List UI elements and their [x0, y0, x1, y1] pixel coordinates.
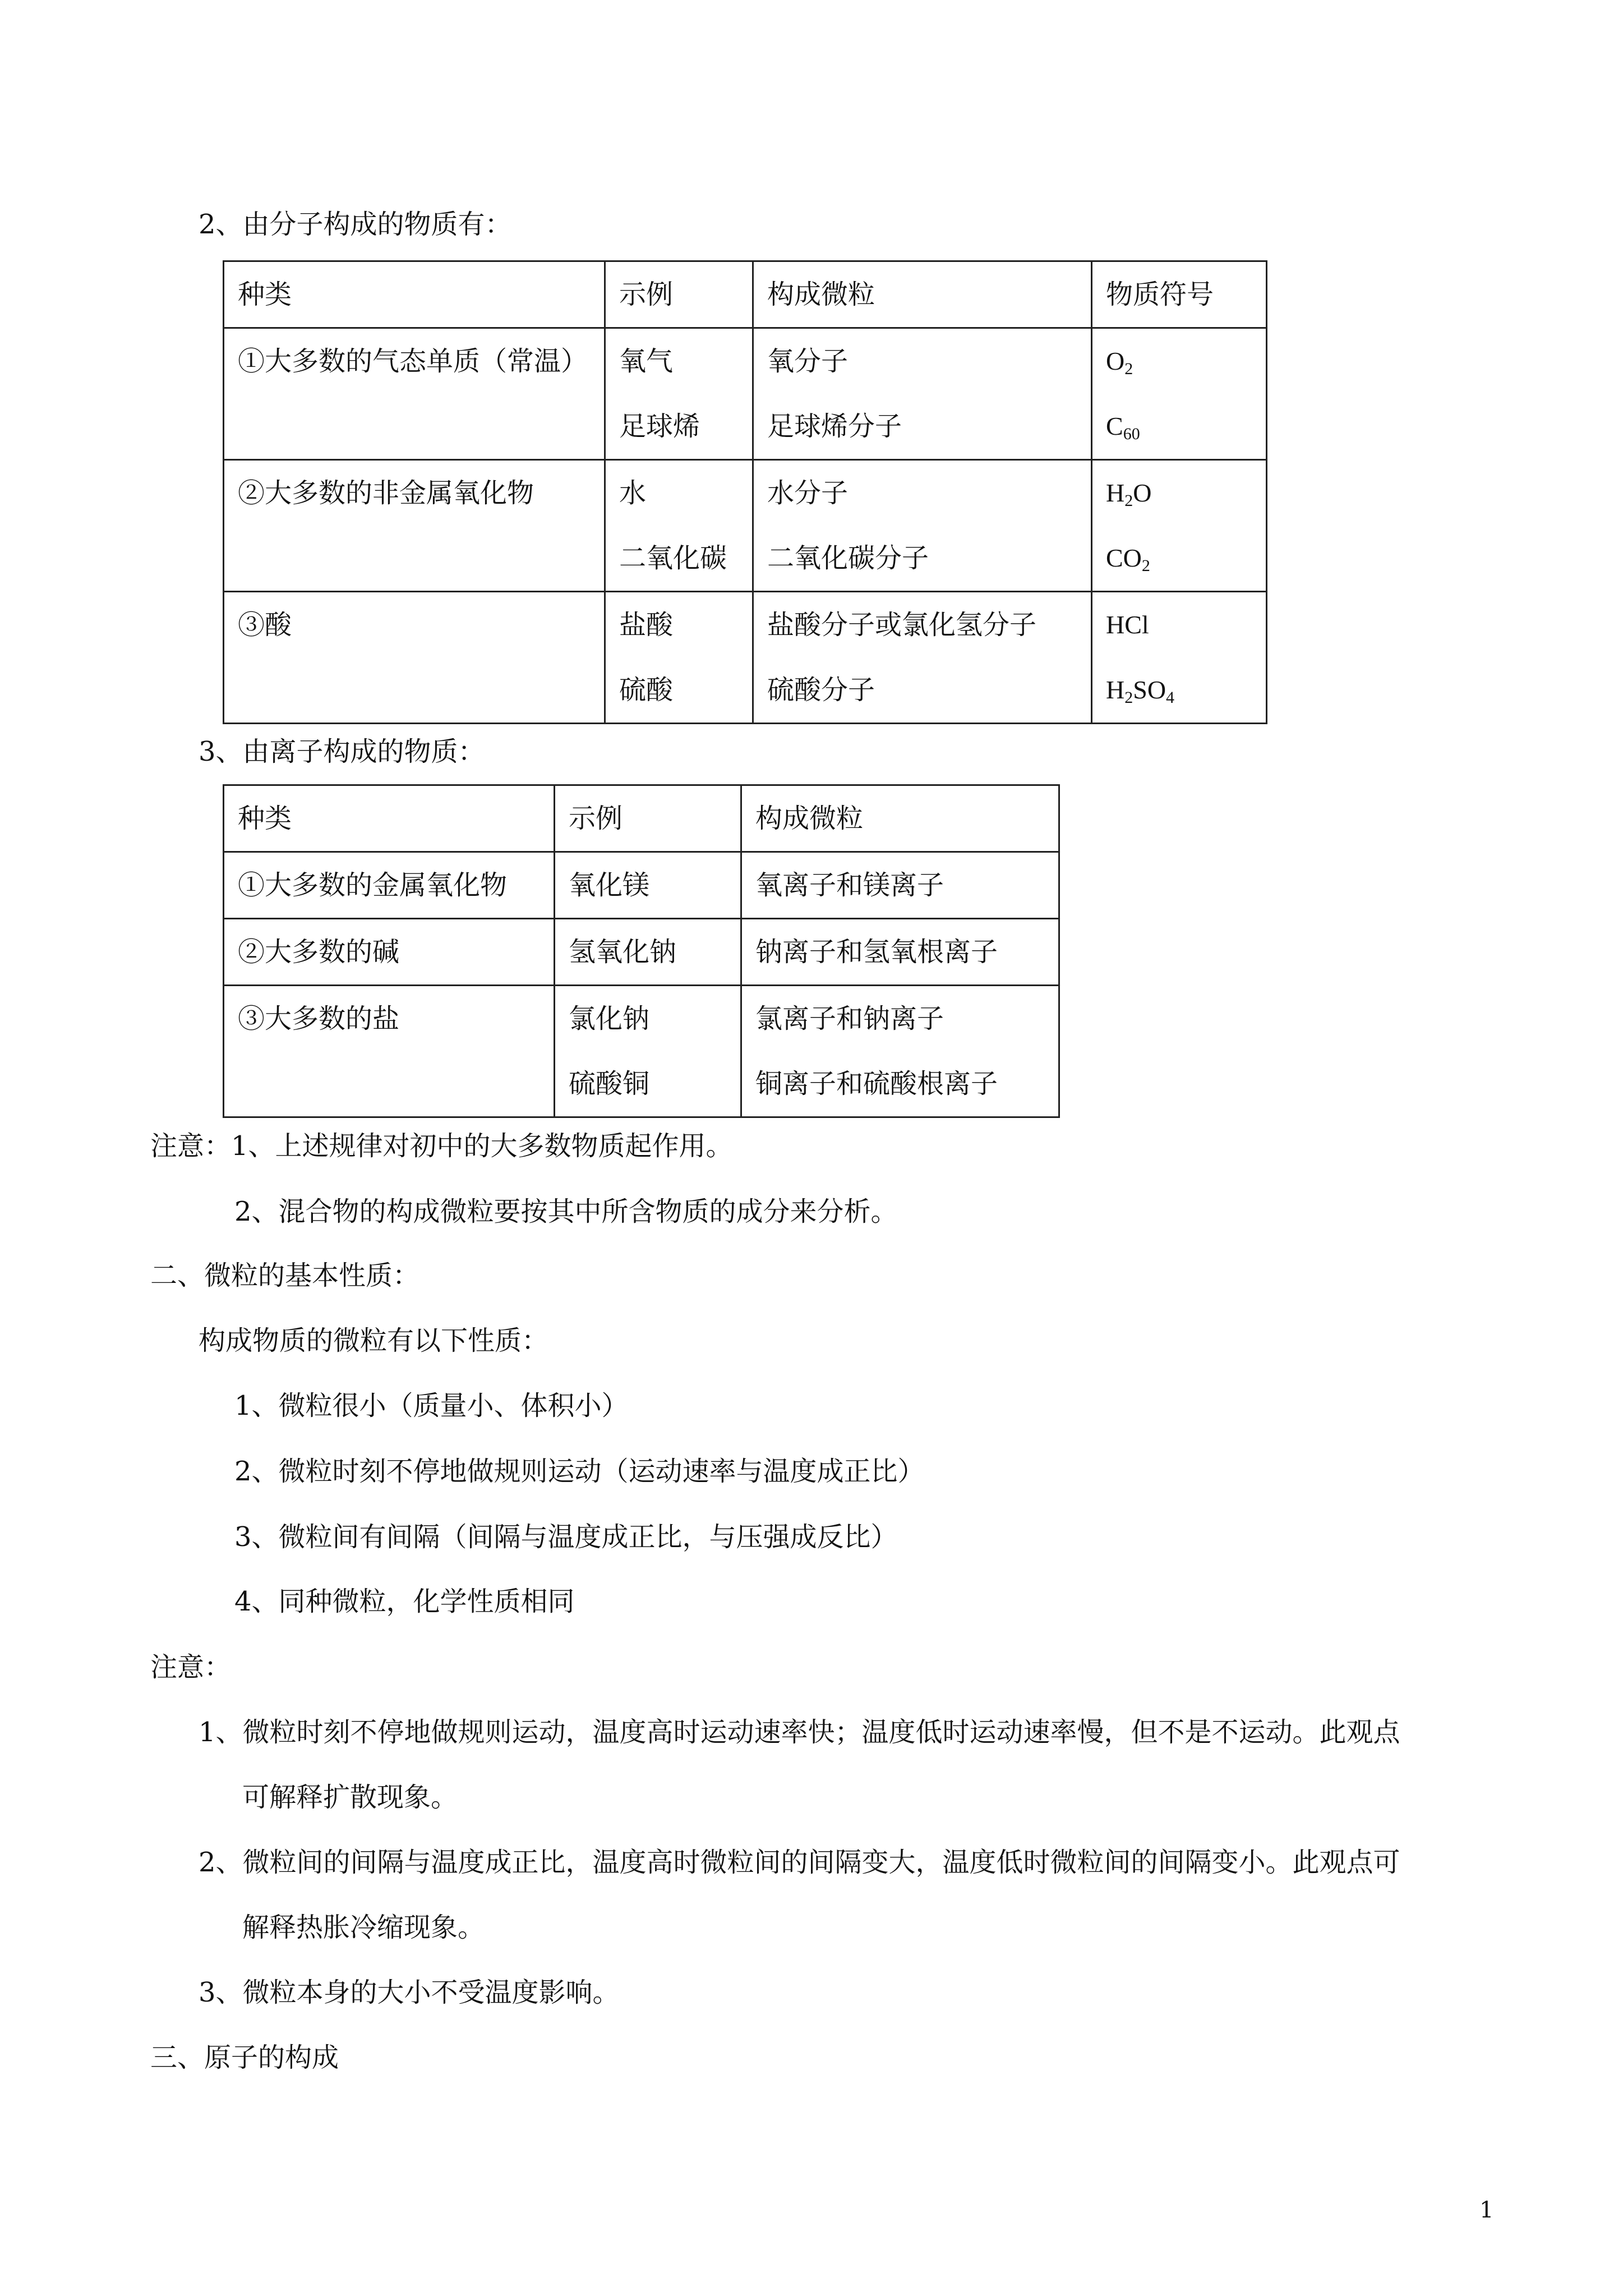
- header-cell: [605, 261, 753, 328]
- category-cell: [224, 328, 605, 460]
- header-cell: [1092, 261, 1267, 328]
- category-cell: [224, 592, 605, 724]
- category-label: ③大多数的盐: [238, 1003, 400, 1034]
- category-label: ①大多数的气态单质（常温）: [238, 346, 588, 377]
- chemical-formula: [1106, 592, 1252, 657]
- table-row: [224, 986, 1059, 1117]
- property-item-2: 2、微粒时刻不停地做规则运动（运动速率与温度成正比）: [234, 1456, 925, 1487]
- notes2-item-2-cont: 解释热胀冷缩现象。: [242, 1912, 485, 1943]
- example-cell: [555, 919, 741, 986]
- table-row: [224, 460, 1267, 592]
- part2-intro: 构成物质的微粒有以下性质：: [199, 1325, 549, 1356]
- example-cell: [605, 460, 753, 592]
- table-row: [224, 592, 1267, 724]
- formula-symbol: O: [1133, 478, 1152, 507]
- particle-label: 氧离子和镁离子: [755, 869, 944, 901]
- formula-subscript: 2: [1124, 688, 1133, 707]
- part2-heading: 二、微粒的基本性质：: [150, 1260, 420, 1291]
- example-label: 硫酸: [619, 674, 674, 706]
- table-row: [224, 919, 1059, 986]
- example-label: 足球烯: [619, 411, 700, 442]
- example-cell: [555, 986, 741, 1117]
- example-cell: [555, 852, 741, 919]
- note-1: 注意：1、上述规律对初中的大多数物质起作用。: [150, 1130, 733, 1162]
- example-label: 氯化钠: [569, 1003, 650, 1034]
- header-cell: [224, 261, 605, 328]
- category-cell: [224, 986, 555, 1117]
- particle-label: 水分子: [767, 477, 849, 509]
- chemical-formula: [1106, 394, 1252, 459]
- particle-label: 盐酸分子或氯化氢分子: [767, 609, 1037, 641]
- header-label: 种类: [238, 803, 292, 834]
- particle-label: 氧分子: [767, 346, 849, 377]
- header-label: 示例: [619, 279, 674, 310]
- formula-subscript: 4: [1166, 688, 1175, 707]
- particle-label: 硫酸分子: [767, 674, 875, 706]
- formula-cell: [1092, 460, 1267, 592]
- example-cell: [605, 592, 753, 724]
- category-cell: [224, 919, 555, 986]
- notes2-item-3: 3、微粒本身的大小不受温度影响。: [199, 1977, 620, 2008]
- notes2-item-1: 1、微粒时刻不停地做规则运动，温度高时运动速率快；温度低时运动速率慢，但不是不运动。此观点: [199, 1717, 1400, 1748]
- particle-cell: [753, 460, 1092, 592]
- chemical-formula: [1106, 657, 1252, 723]
- particle-cell: [741, 986, 1059, 1117]
- category-label: ②大多数的非金属氧化物: [238, 477, 534, 509]
- particle-label: 铜离子和硫酸根离子: [755, 1068, 998, 1099]
- particle-label: 足球烯分子: [767, 411, 902, 442]
- molecular-substances-table: [223, 260, 1267, 724]
- formula-cell: [1092, 328, 1267, 460]
- particle-cell: [741, 852, 1059, 919]
- example-label: 氧化镁: [569, 869, 650, 901]
- notes2-item-1-cont: 可解释扩散现象。: [242, 1782, 458, 1813]
- example-cell: [605, 328, 753, 460]
- formula-subscript: 60: [1123, 425, 1140, 443]
- formula-symbol: SO: [1133, 675, 1166, 704]
- part3-heading: 三、原子的构成: [150, 2042, 339, 2073]
- example-label: 水: [619, 477, 647, 509]
- formula-cell: [1092, 592, 1267, 724]
- table-header-row: [224, 261, 1267, 328]
- property-item-3: 3、微粒间有间隔（间隔与温度成正比，与压强成反比）: [234, 1521, 898, 1553]
- particle-cell: [741, 919, 1059, 986]
- table-header-row: [224, 785, 1059, 852]
- formula-symbol: O: [1106, 347, 1125, 375]
- category-label: ②大多数的碱: [238, 936, 400, 968]
- header-label: 构成微粒: [767, 279, 875, 310]
- property-item-1: 1、微粒很小（质量小、体积小）: [234, 1390, 629, 1421]
- category-cell: [224, 460, 605, 592]
- header-label: 物质符号: [1106, 279, 1214, 310]
- category-label: ①大多数的金属氧化物: [238, 869, 508, 901]
- example-label: 氧气: [619, 346, 674, 377]
- header-cell: [555, 785, 741, 852]
- formula-symbol: H: [1106, 478, 1125, 507]
- chemical-formula: [1106, 329, 1252, 394]
- formula-symbol: CO: [1106, 544, 1142, 572]
- table-row: [224, 852, 1059, 919]
- table-row: [224, 328, 1267, 460]
- property-item-4: 4、同种微粒，化学性质相同: [234, 1586, 575, 1617]
- formula-symbol: H: [1106, 675, 1125, 704]
- example-label: 硫酸铜: [569, 1068, 650, 1099]
- particle-cell: [753, 592, 1092, 724]
- category-label: ③酸: [238, 609, 292, 641]
- particle-label: 氯离子和钠离子: [755, 1003, 944, 1034]
- formula-subscript: 2: [1141, 556, 1150, 575]
- note-2: 2、混合物的构成微粒要按其中所含物质的成分来分析。: [234, 1196, 898, 1227]
- formula-symbol: C: [1106, 412, 1123, 440]
- page-number: 1: [1479, 2197, 1494, 2223]
- notes2-label: 注意：: [150, 1651, 232, 1683]
- formula-subscript: 2: [1124, 491, 1133, 510]
- chemical-formula: [1106, 461, 1252, 526]
- header-label: 示例: [569, 803, 623, 834]
- particle-label: 二氧化碳分子: [767, 542, 929, 574]
- formula-symbol: HCl: [1106, 610, 1149, 639]
- header-label: 种类: [238, 279, 292, 310]
- ionic-substances-table: [223, 784, 1060, 1118]
- particle-label: 钠离子和氢氧根离子: [755, 936, 998, 968]
- chemical-formula: [1106, 526, 1252, 591]
- section2-heading: 2、由分子构成的物质有：: [199, 209, 512, 240]
- particle-cell: [753, 328, 1092, 460]
- header-label: 构成微粒: [755, 803, 864, 834]
- example-label: 盐酸: [619, 609, 674, 641]
- header-cell: [753, 261, 1092, 328]
- example-label: 二氧化碳: [619, 542, 727, 574]
- example-label: 氢氧化钠: [569, 936, 677, 968]
- header-cell: [224, 785, 555, 852]
- category-cell: [224, 852, 555, 919]
- header-cell: [741, 785, 1059, 852]
- notes2-item-2: 2、微粒间的间隔与温度成正比，温度高时微粒间的间隔变大，温度低时微粒间的间隔变小。此观点可: [199, 1847, 1400, 1878]
- section3-heading: 3、由离子构成的物质：: [199, 736, 485, 767]
- formula-subscript: 2: [1124, 360, 1133, 378]
